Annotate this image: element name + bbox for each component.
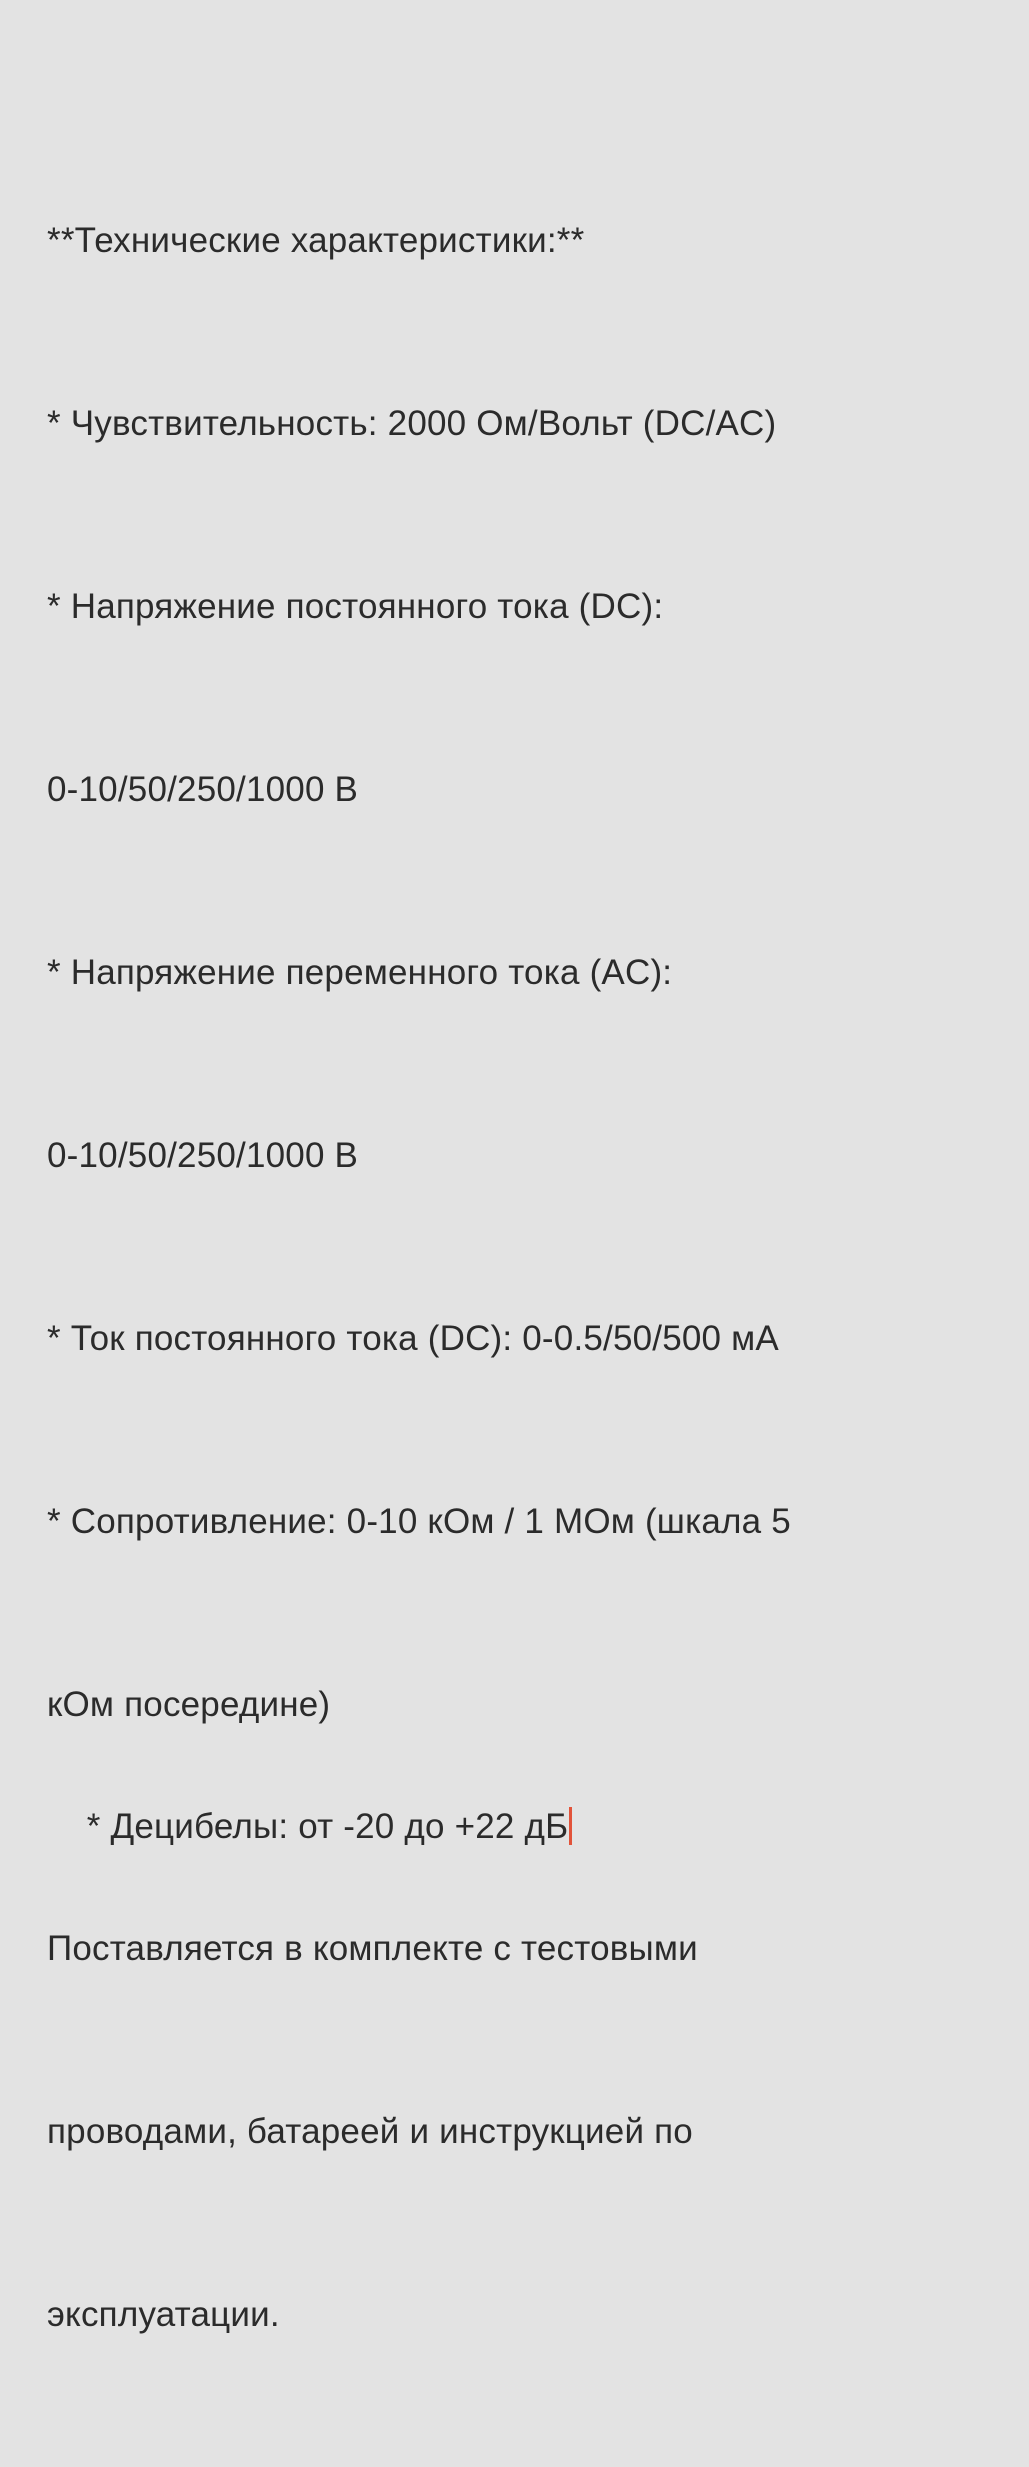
text-cursor — [569, 1807, 572, 1845]
spec-line: кОм посередине) — [47, 1685, 331, 1724]
spec-line: * Напряжение переменного тока (AC): — [47, 953, 673, 992]
spec-line: * Напряжение постоянного тока (DC): — [47, 587, 664, 626]
spec-line: * Ток постоянного тока (DC): 0-0.5/50/500 мА — [47, 1319, 779, 1358]
trailing-line: Поставляется в комплекте с тестовыми — [47, 1929, 698, 1968]
spec-line: 0-10/50/250/1000 В — [47, 770, 359, 809]
spec-line: 0-10/50/250/1000 В — [47, 1136, 359, 1175]
specifications-text-block[interactable] — [47, 88, 1007, 2467]
trailing-line: проводами, батареей и инструкцией по — [47, 2112, 693, 2151]
caret-line-wrapper — [87, 1796, 573, 1857]
spec-line: * Сопротивление: 0-10 кОм / 1 МОм (шкала 5 — [47, 1502, 791, 1541]
spec-line: * Чувствительность: 2000 Ом/Вольт (DC/AC) — [47, 404, 777, 443]
spec-line-decibels: * Децибелы: от -20 до +22 дБ — [86, 1807, 569, 1846]
trailing-line: эксплуатации. — [47, 2295, 280, 2334]
heading-line: **Технические характеристики:** — [47, 221, 585, 260]
